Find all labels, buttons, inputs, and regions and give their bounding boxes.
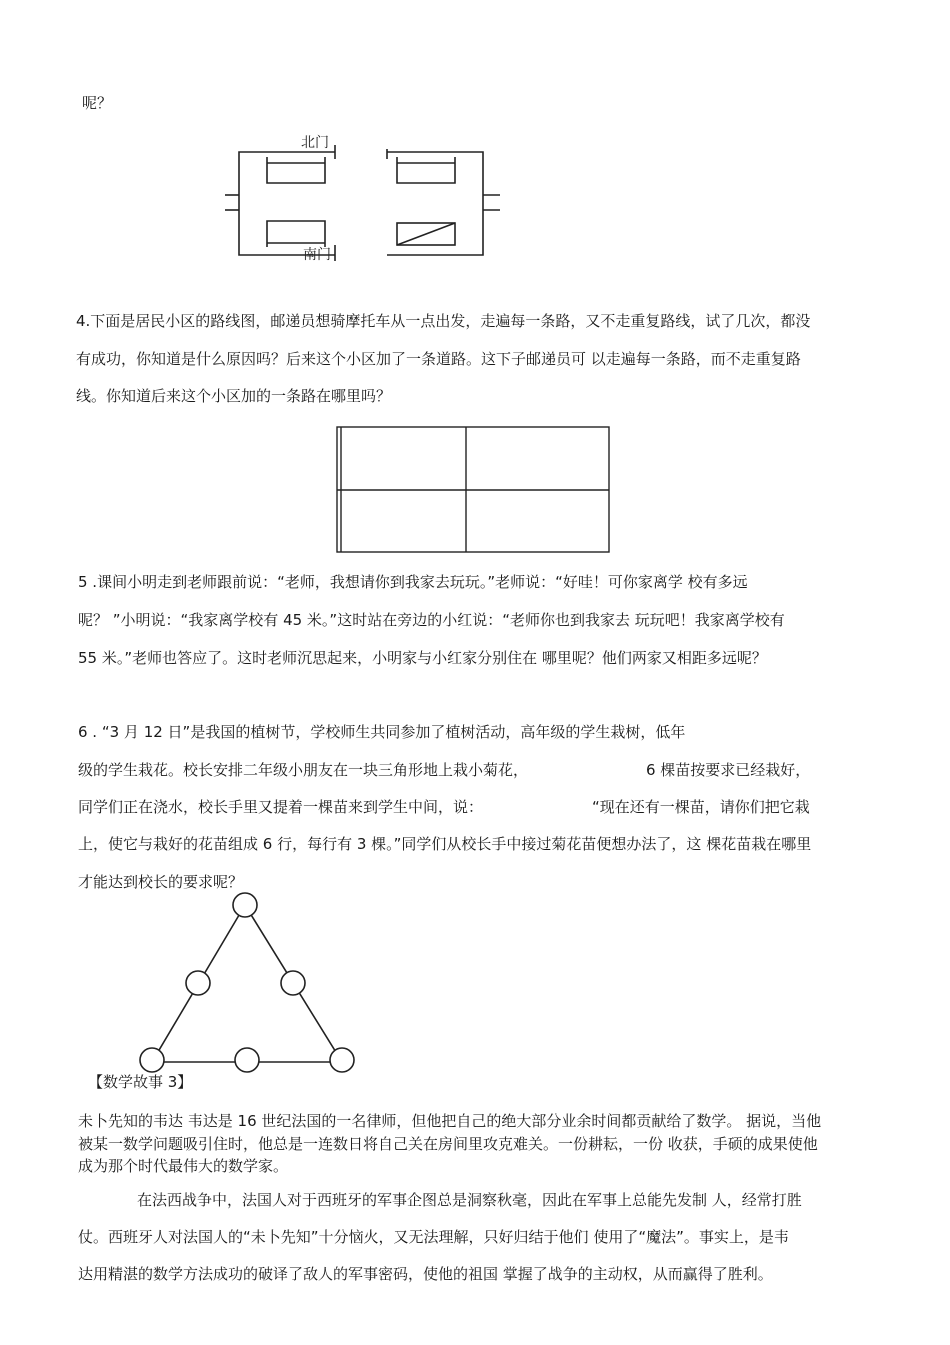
story-p1-line-3: 成为那个时代最伟大的数学家。	[78, 1157, 289, 1175]
flower-node	[140, 1048, 164, 1072]
story-heading: 【数学故事 3】	[88, 1073, 193, 1091]
flower-node	[233, 893, 257, 917]
question-6-line-4: 上，使它与栽好的花苗组成 6 行，每行有 3 棵。”同学们从校长手中接过菊花苗便想办法了，这 棵花苗栽在哪里	[78, 835, 812, 853]
flower-node	[330, 1048, 354, 1072]
triangle-flower-diagram	[132, 890, 372, 1080]
question-3-tail: 呢？	[82, 94, 113, 112]
question-5-line-2: 呢？ ”小明说：“我家离学校有 45 米。”这时站在旁边的小红说：“老师你也到我家去 玩玩吧！我家离学校有	[78, 611, 785, 629]
flower-node	[235, 1048, 259, 1072]
story-p1-line-1: 未卜先知的韦达 韦达是 16 世纪法国的一名律师，但他把自己的绝大部分业余时间都贡献给了数学。 据说，当他	[78, 1112, 822, 1130]
story-p2-line-3: 达用精湛的数学方法成功的破译了敌人的军事密码，使他的祖国 掌握了战争的主动权，从而赢得了胜利。	[78, 1265, 773, 1283]
north-gate-label: 北门	[301, 135, 329, 151]
question-6-line-1: 6 . “3 月 12 日”是我国的植树节，学校师生共同参加了植树活动，高年级的学生栽树，低年	[78, 723, 686, 741]
question-5-line-1: 5 .课间小明走到老师跟前说：“老师，我想请你到我家去玩玩。”老师说：“好哇！可你家离学 校有多远	[78, 573, 748, 591]
gate-diagram	[215, 125, 515, 265]
question-6-line-3b: “现在还有一棵苗，请你们把它栽	[592, 798, 810, 816]
south-gate-label: 南门	[303, 247, 331, 263]
story-p1-line-2: 被某一数学问题吸引住时，他总是一连数日将自己关在房间里攻克难关。一份耕耘，一份 收获，手硕的成果使他	[78, 1135, 818, 1153]
question-6-line-5: 才能达到校长的要求呢？	[78, 873, 244, 891]
question-4-line-3: 线。你知道后来这个小区加的一条路在哪里吗？	[76, 387, 392, 405]
question-6-line-2a: 级的学生栽花。校长安排二年级小朋友在一块三角形地上栽小菊花，	[78, 761, 529, 779]
question-4-line-2: 有成功，你知道是什么原因吗？后来这个小区加了一条道路。这下子邮递员可 以走遍每一条路，而不走重复路	[76, 350, 801, 368]
flower-node	[186, 971, 210, 995]
question-6-line-3a: 同学们正在浇水，校长手里又提着一棵苗来到学生中间，说：	[78, 798, 484, 816]
road-grid-diagram	[332, 422, 617, 557]
question-6-line-2b: 6 棵苗按要求已经栽好，	[646, 761, 811, 779]
question-5-line-3: 55 米。”老师也答应了。这时老师沉思起来，小明家与小红家分别住在 哪里呢？他们两家又相距多远呢？	[78, 649, 767, 667]
story-p2-line-2: 仗。西班牙人对法国人的“未卜先知”十分恼火，又无法理解，只好归结于他们 使用了“魔法”。事实上，是韦	[78, 1228, 789, 1246]
flower-node	[281, 971, 305, 995]
question-4-line-1: 4.下面是居民小区的路线图，邮递员想骑摩托车从一点出发，走遍每一条路，又不走重复路线，试了几次，都没	[76, 312, 811, 330]
story-p2-line-1: 在法西战争中，法国人对于西班牙的军事企图总是洞察秋毫，因此在军事上总能先发制 人，经常打胜	[137, 1191, 802, 1209]
